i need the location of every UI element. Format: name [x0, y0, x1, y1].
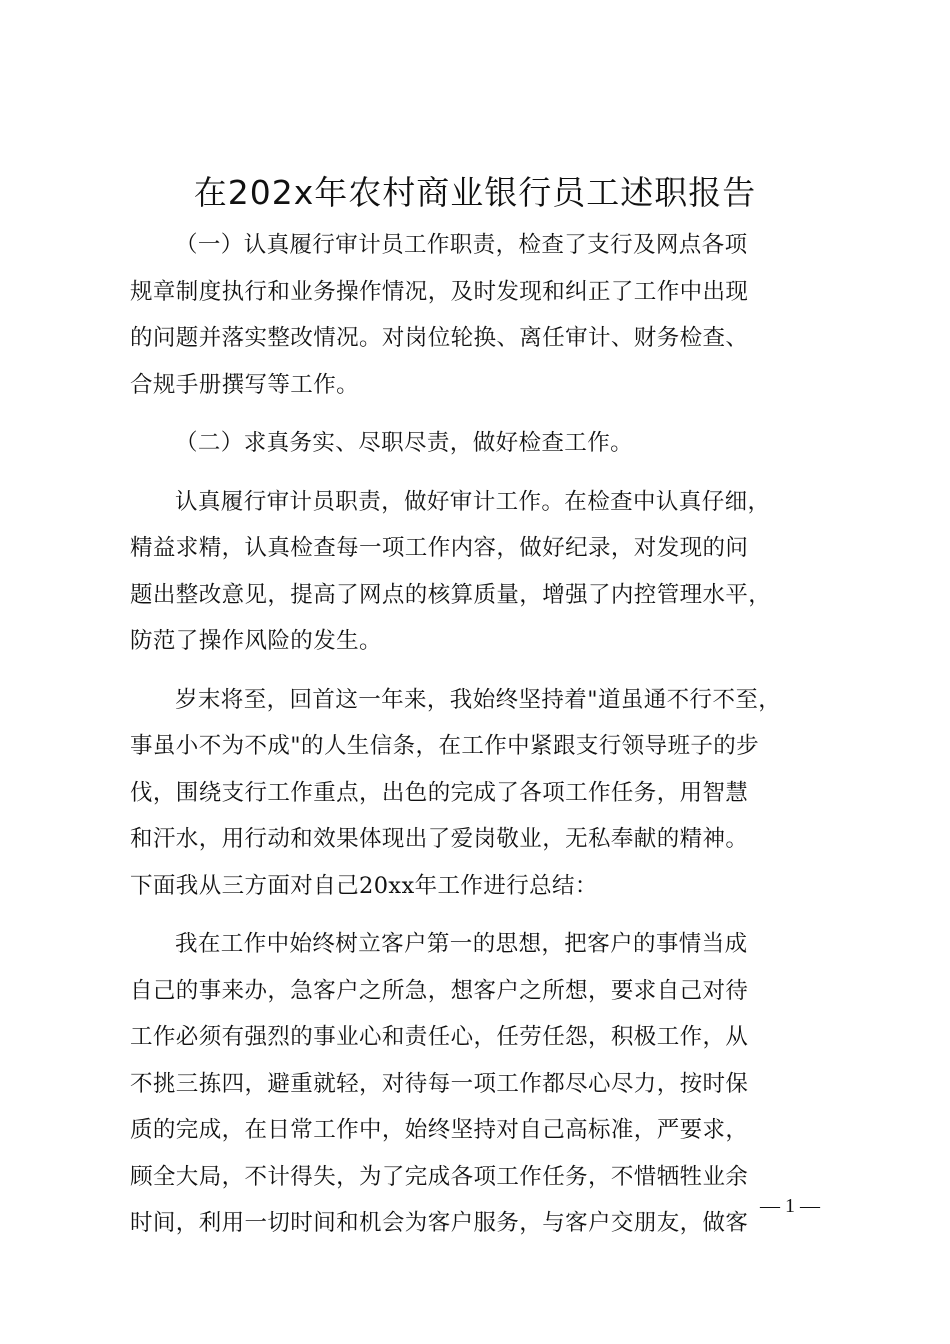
paragraph-audit-work: 认真履行审计员职责，做好审计工作。在检查中认真仔细， 精益求精，认真检查每一项工作内容，做好纪录，对发现的问 题出整改意见，提高了网点的核算质量，增强了内控管理水平， 防范了操作风险的发生。 [130, 488, 772, 654]
paragraph-inspection-heading: （二）求真务实、尽职尽责，做好检查工作。 [175, 430, 634, 456]
document-title: 在202x年农村商业银行员工述职报告 [193, 173, 757, 212]
document-body [130, 222, 820, 1259]
paragraph-year-review: 岁末将至，回首这一年来，我始终坚持着"道虽通不行不至， 事虽小不为不成"的人生信条，在工作中紧跟支行领导班子的步 伐，围绕支行工作重点，出色的完成了各项工作任务，用智慧 和汗水，用行动和效果体现出了爱岗敬业，无私奉献的精神。 下面我从三方面对自己20xx年工作进行总结： [130, 686, 782, 899]
paragraph-customer-first: 我在工作中始终树立客户第一的思想，把客户的事情当成 自己的事来办，急客户之所急，想客户之所想，要求自己对待 工作必须有强烈的事业心和责任心，任劳任怨，积极工作，从 不挑三拣四，避重就轻，对待每一项工作都尽心尽力，按时保 质的完成，在日常工作中，始终坚持对自己高标准，严要求， 顾全大局，不计得失，为了完成各项工作任务，不惜牺牲业余 时间，利用一切时间和机会为客户服务，与客户交朋友，做客 [130, 931, 749, 1236]
page-number: — 1 — [760, 1195, 820, 1217]
paragraph-audit-duties: （一）认真履行审计员工作职责，检查了支行及网点各项 规章制度执行和业务操作情况，及时发现和纠正了工作中出现 的问题并落实整改情况。对岗位轮换、离任审计、财务检查、 合规手册撰写等工作。 [130, 232, 749, 398]
